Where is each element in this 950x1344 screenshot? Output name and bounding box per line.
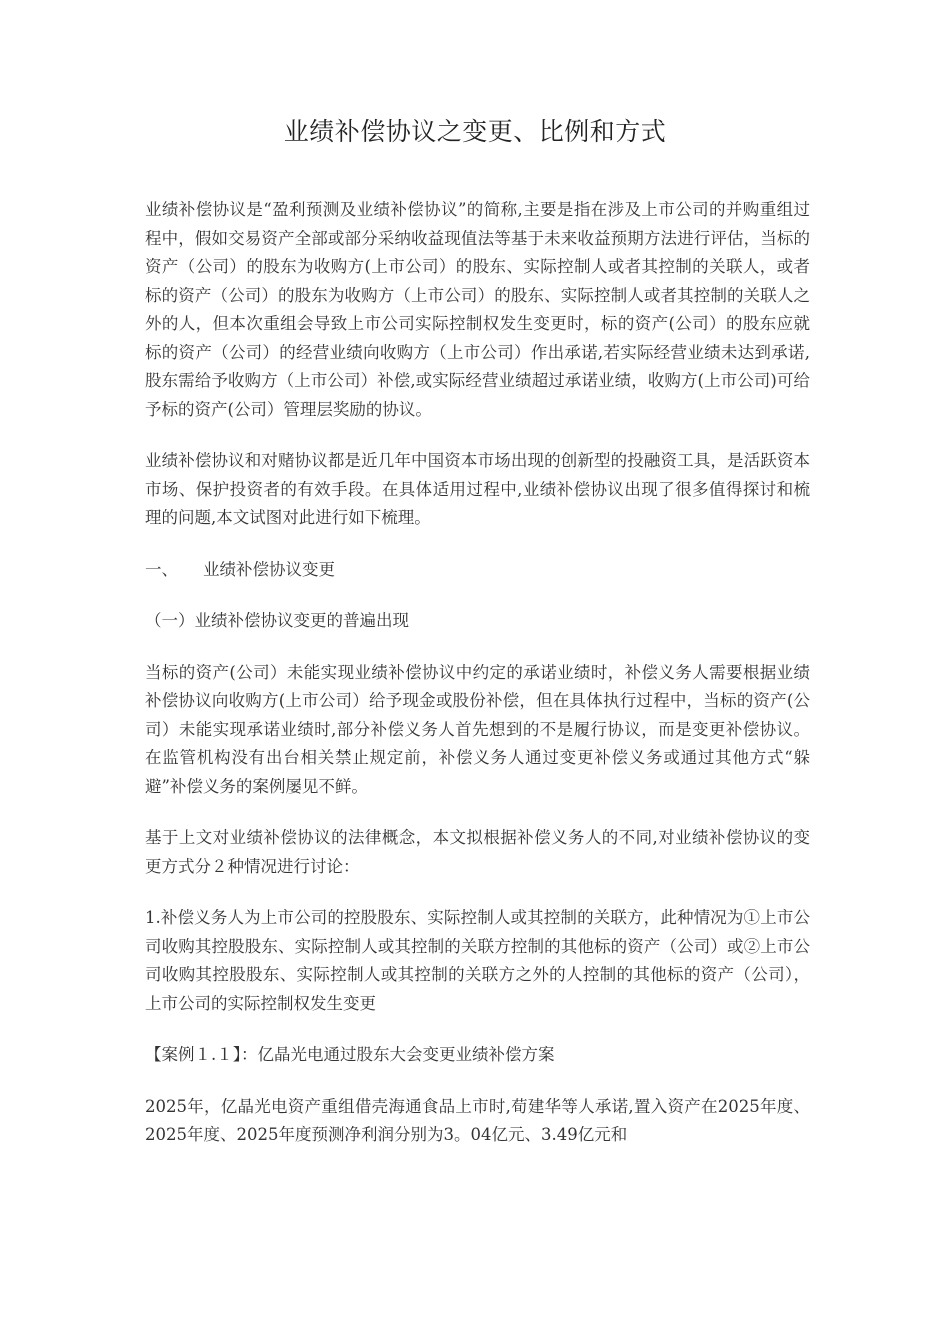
- case-heading: 【案例１.１】：亿晶光电通过股东大会变更业绩补偿方案: [145, 1045, 555, 1064]
- document-body: [145, 196, 810, 1173]
- subsection-heading-1: （一）业绩补偿协议变更的普遍出现: [145, 611, 409, 630]
- paragraph-case-detail: 2025年，亿晶光电资产重组借壳海通食品上市时,荀建华等人承诺,置入资产在2025年度、2025年度、2025年度预测净利润分别为3。04亿元、3.49亿元和: [145, 1096, 810, 1144]
- paragraph-classification: 基于上文对业绩补偿协议的法律概念，本文拟根据补偿义务人的不同,对业绩补偿协议的变更方式分２种情况进行讨论：: [145, 828, 810, 876]
- section-heading-1: [145, 556, 810, 585]
- section-number: 一、: [145, 559, 178, 579]
- paragraph-case-type-1: 1.补偿义务人为上市公司的控股股东、实际控制人或其控制的关联方，此种情况为①上市公司收购其控股股东、实际控制人或其控制的关联方控制的其他标的资产（公司）或②上市公司收购其控股股东、实际控制人或其控制的关联方之外的人控制的其他标的资产（公司），上市公司的实际控制权发生变更: [145, 908, 810, 1013]
- section-heading-text: 业绩补偿协议变更: [203, 559, 335, 579]
- paragraph-definition: 业绩补偿协议是“盈利预测及业绩补偿协议”的简称,主要是指在涉及上市公司的并购重组过程中，假如交易资产全部或部分采纳收益现值法等基于未来收益预期方法进行评估，当标的资产（公司）的股东为收购方(上市公司）的股东、实际控制人或者其控制的关联人，或者标的资产（公司）的股东为收购方（上市公司）的股东、实际控制人或者其控制的关联人之外的人，但本次重组会导致上市公司实际控制权发生变更时，标的资产(公司）的股东应就标的资产（公司）的经营业绩向收购方（上市公司）作出承诺,若实际经营业绩未达到承诺,股东需给予收购方（上市公司）补偿,或实际经营业绩超过承诺业绩，收购方(上市公司)可给予标的资产(公司）管理层奖励的协议。: [145, 200, 810, 419]
- paragraph-change-common: 当标的资产(公司）未能实现业绩补偿协议中约定的承诺业绩时，补偿义务人需要根据业绩补偿协议向收购方(上市公司）给予现金或股份补偿，但在具体执行过程中，当标的资产(公司）未能实现承诺业绩时,部分补偿义务人首先想到的不是履行协议，而是变更补偿协议。在监管机构没有出台相关禁止规定前，补偿义务人通过变更补偿义务或通过其他方式“躲避”补偿义务的案例屡见不鲜。: [145, 662, 810, 796]
- paragraph-intro: 业绩补偿协议和对赌协议都是近几年中国资本市场出现的创新型的投融资工具，是活跃资本市场、保护投资者的有效手段。在具体适用过程中,业绩补偿协议出现了很多值得探讨和梳理的问题,本文试图对此进行如下梳理。: [145, 451, 810, 527]
- document-title: 业绩补偿协议之变更、比例和方式: [283, 117, 667, 146]
